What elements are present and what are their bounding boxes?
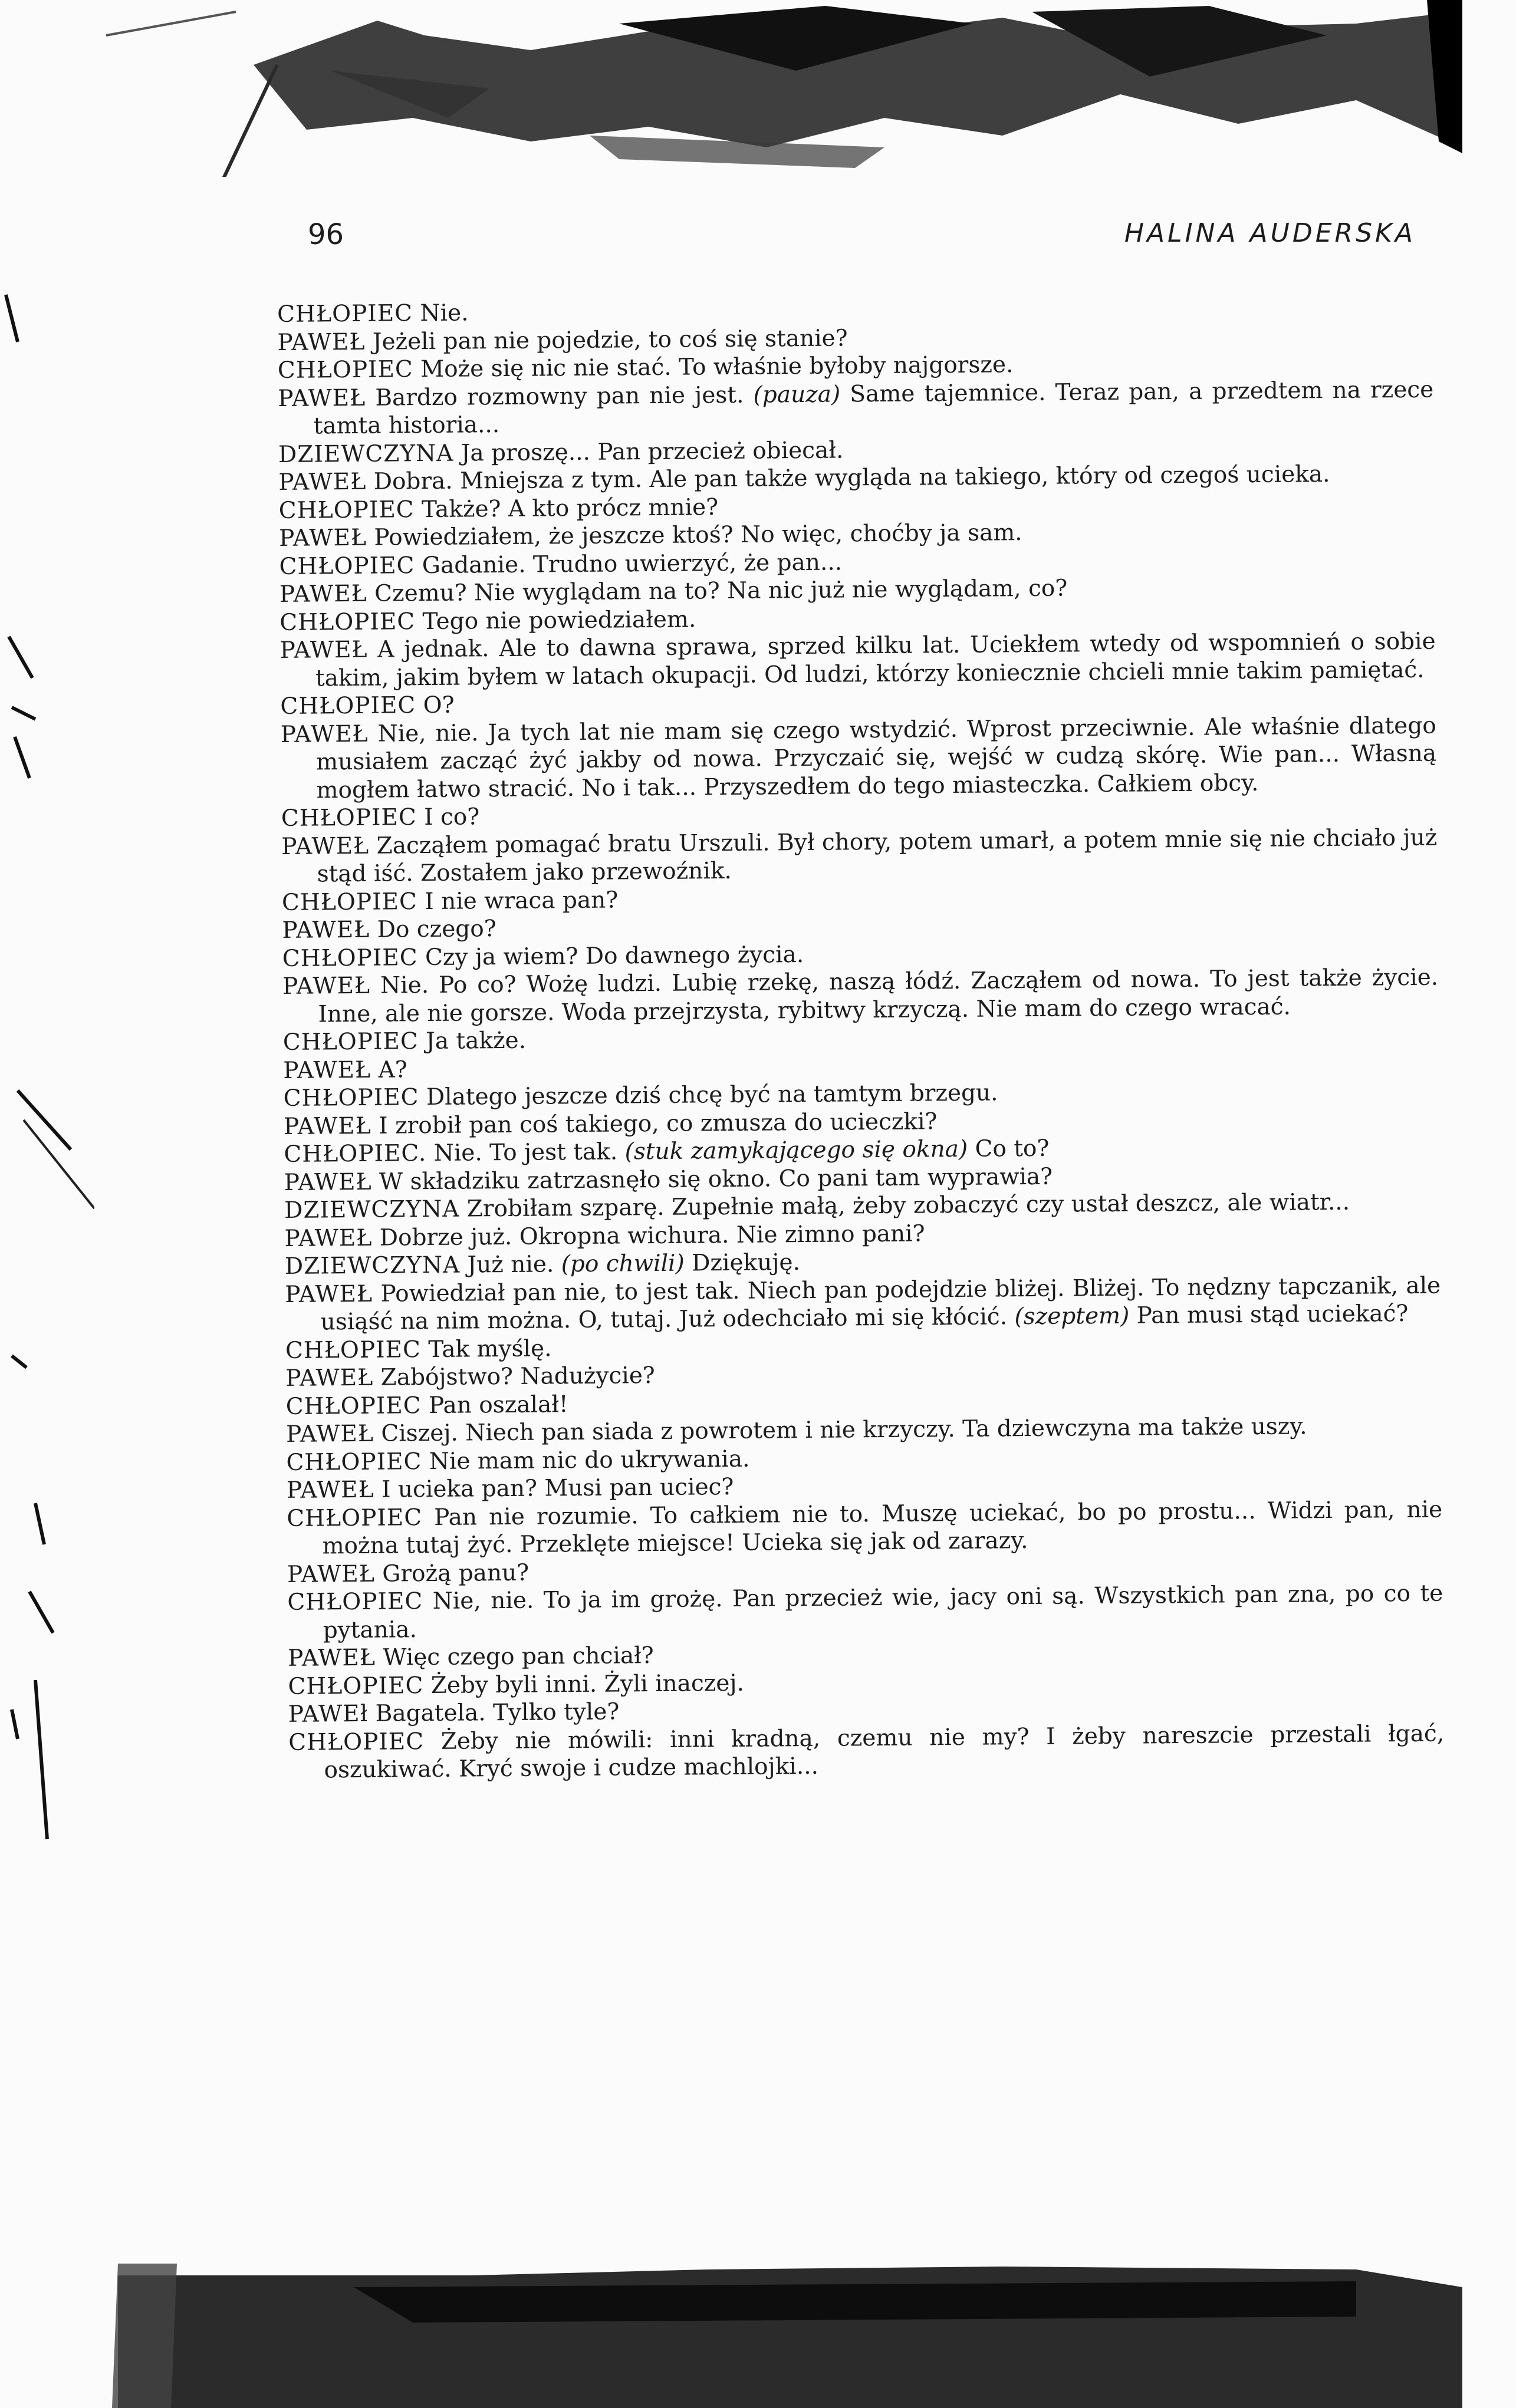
speaker-name: CHŁOPIEC: [287, 1504, 423, 1532]
speaker-name: CHŁOPIEC: [285, 1392, 422, 1420]
line-text-continued: Co to?: [975, 1135, 1050, 1162]
dialogue-line: [287, 1495, 1443, 1560]
line-text: Ciszej. Niech pan siada z powrotem i nie krzyczy. Ta dziewczyna ma także uszy.: [381, 1413, 1307, 1447]
speaker-name: CHŁOPIEC: [279, 552, 415, 580]
stage-direction: (stuk zamykającego się okna): [624, 1135, 968, 1165]
speaker-name: PAWEŁ: [287, 1560, 376, 1588]
speaker-name: PAWEŁ: [278, 524, 367, 552]
speaker-name: CHŁOPIEC: [285, 1336, 422, 1364]
dialogue-line: [287, 1580, 1443, 1645]
line-text: Nie. Po co? Wożę ludzi. Lubię rzekę, naszą łódź. Zacząłem od nowa. To jest także życie. Inne, ale nie gorsze. Woda przejrzysta, rybitwy krzyczą. Nie mam do czego wracać.: [318, 964, 1439, 1027]
dialogue-line: [288, 1719, 1445, 1784]
speaker-name: PAWEŁ: [283, 1056, 371, 1084]
line-text: Zrobiłam szparę. Zupełnie małą, żeby zobaczyć czy ustał deszcz, ale wiatr...: [466, 1188, 1350, 1223]
line-text: Powiedział pan nie, to jest tak. Niech pan podejdzie bliżej. Bliżej. To nędzny tapczanik, ale usiąść na nim można. O, tutaj. Już odechciało mi się kłócić.: [320, 1272, 1441, 1336]
speaker-name: PAWEŁ: [277, 328, 366, 356]
line-text: Dlatego jeszcze dziś chcę być na tamtym brzegu.: [426, 1079, 998, 1111]
running-head-author: HALINA AUDERSKA: [1124, 218, 1416, 248]
line-text: Także? A kto prócz mnie?: [421, 493, 719, 523]
speaker-name: PAWEŁ: [284, 1168, 372, 1196]
speaker-name: PAWEŁ: [286, 1476, 374, 1504]
speaker-name: CHŁOPIEC: [281, 888, 418, 916]
speaker-name: PAWEŁ: [283, 1112, 372, 1140]
speaker-name: CHŁOPIEC: [282, 1028, 419, 1056]
line-text: Więc czego pan chciał?: [383, 1642, 654, 1671]
speaker-name: CHŁOPIEC: [279, 608, 416, 636]
line-text: Grożą panu?: [382, 1559, 530, 1587]
speaker-name: CHŁOPIEC.: [284, 1140, 427, 1168]
speaker-name: PAWEŁ: [280, 720, 369, 748]
dialogue-line: [285, 1271, 1441, 1336]
speaker-name: PAWEŁ: [287, 1644, 376, 1672]
stage-direction: (szeptem): [1014, 1302, 1130, 1330]
dialogue-text: [277, 292, 1445, 1785]
line-text: Żeby nie mówili: inni kradną, czemu nie my? I żeby nareszcie przestali łgać, oszukiwać. Kryć swoje i cudze machlojki...: [324, 1720, 1445, 1784]
speaker-name: PAWEŁ: [282, 916, 370, 944]
speaker-name: CHŁOPIEC: [277, 356, 413, 384]
line-text: Nie mam nic do ukrywania.: [429, 1445, 750, 1475]
line-text: Ja proszę... Pan przecież obiecał.: [461, 436, 844, 467]
line-text: O?: [423, 691, 455, 719]
line-text: I ucieka pan? Musi pan uciec?: [381, 1473, 734, 1503]
speaker-name: PAWEŁ: [285, 1420, 374, 1448]
line-text-continued: Same tajemnice. Teraz pan, a przedtem na rzece tamta historia...: [313, 376, 1434, 440]
scan-border-left: [0, 177, 94, 2252]
speaker-name: CHŁOPIEC: [282, 944, 418, 972]
scan-border-top: [0, 0, 1516, 177]
line-text: Pan nie rozumie. To całkiem nie to. Muszę uciekać, bo po prostu... Widzi pan, nie można tutaj żyć. Przeklęte miejsce! Ucieka się jak od zarazy.: [322, 1496, 1443, 1560]
speaker-name: PAWEŁ: [281, 832, 370, 860]
stage-direction: (pauza): [753, 381, 841, 409]
line-text: W składziku zatrzasnęło się okno. Co pani tam wyprawia?: [379, 1163, 1053, 1195]
line-text: Nie.: [420, 299, 469, 327]
scan-border-bottom: [0, 2252, 1516, 2408]
speaker-name: PAWEŁ: [278, 468, 367, 496]
line-text: Bagatela. Tylko tyle?: [375, 1698, 620, 1727]
line-text: Bardzo rozmowny pan nie jest.: [375, 381, 744, 411]
speaker-name: CHŁOPIEC: [277, 300, 413, 328]
line-text: Już nie.: [467, 1251, 554, 1279]
line-text: I zrobił pan coś takiego, co zmusza do ucieczki?: [379, 1108, 938, 1139]
dialogue-line: [281, 711, 1437, 805]
line-text: Może się nic nie stać. To właśnie byłoby najgorsze.: [420, 351, 1014, 383]
line-text: Zabójstwo? Nadużycie?: [380, 1362, 655, 1391]
line-text-continued: Dziękuję.: [692, 1249, 801, 1277]
dialogue-line: [278, 375, 1434, 440]
line-text: Zacząłem pomagać bratu Urszuli. Był chory, potem umarł, a potem mnie się nie chciało już stąd iść. Zostałem jako przewoźnik.: [317, 824, 1438, 888]
speaker-name: PAWEŁ: [278, 384, 366, 412]
page-number: 96: [308, 218, 344, 251]
line-text: Pan oszalał!: [428, 1391, 568, 1419]
speaker-name: PAWEł: [288, 1700, 369, 1728]
line-text: A jednak. Ale to dawna sprawa, sprzed kilku lat. Uciekłem wtedy od wspomnień o sobie takim, jakim byłem w latach okupacji. Od ludzi, którzy koniecznie chcieli mnie takim pamiętać.: [315, 628, 1436, 692]
line-text: Nie, nie. To ja im grożę. Pan przecież wie, jacy oni są. Wszystkich pan zna, po co te pytania.: [323, 1580, 1443, 1643]
line-text: Czy ja wiem? Do dawnego życia.: [425, 941, 804, 971]
stage-direction: (po chwili): [561, 1250, 685, 1278]
speaker-name: DZIEWCZYNA: [284, 1195, 460, 1224]
speaker-name: PAWEŁ: [284, 1224, 373, 1252]
speaker-name: CHŁOPIEC: [286, 1448, 422, 1476]
line-text: Dobrze już. Okropna wichura. Nie zimno pani?: [379, 1220, 925, 1251]
line-text: Gadanie. Trudno uwierzyć, że pan...: [422, 548, 843, 579]
speaker-name: DZIEWCZYNA: [278, 440, 454, 468]
dialogue-line: [282, 964, 1439, 1029]
speaker-name: CHŁOPIEC: [288, 1672, 424, 1700]
dialogue-line: [279, 628, 1436, 693]
line-text: Dobra. Mniejsza z tym. Ale pan także wygląda na takiego, który od czegoś ucieka.: [373, 460, 1330, 495]
line-text: Powiedziałem, że jeszcze ktoś? No więc, choćby ja sam.: [374, 519, 1022, 551]
line-text: Jeżeli pan nie pojedzie, to coś się stanie?: [372, 324, 848, 355]
speaker-name: PAWEŁ: [282, 972, 371, 1000]
dialogue-line: [281, 823, 1438, 888]
line-text: Czemu? Nie wyglądam na to? Na nic już nie wyglądam, co?: [374, 575, 1068, 607]
line-text: A?: [378, 1056, 407, 1083]
line-text-continued: Pan musi stąd uciekać?: [1136, 1300, 1409, 1329]
line-text: Tego nie powiedziałem.: [422, 605, 696, 635]
speaker-name: DZIEWCZYNA: [284, 1251, 461, 1280]
speaker-name: CHŁOPIEC: [288, 1728, 425, 1756]
line-text: I co?: [423, 803, 480, 831]
line-text: Do czego?: [377, 915, 496, 943]
speaker-name: CHŁOPIEC: [283, 1084, 419, 1112]
speaker-name: PAWEŁ: [285, 1280, 373, 1308]
speaker-name: CHŁOPIEC: [278, 496, 415, 524]
line-text: I nie wraca pan?: [425, 886, 619, 915]
speaker-name: PAWEŁ: [279, 580, 367, 608]
running-header: [0, 218, 1516, 259]
speaker-name: CHŁOPIEC: [287, 1588, 423, 1616]
speaker-name: PAWEŁ: [285, 1364, 374, 1392]
line-text: Nie, nie. Ja tych lat nie mam się czego wstydzić. Wprost przeciwnie. Ale właśnie dlatego musiałem zacząć żyć jakby od nowa. Przyczaić się, wejść w cudzą skórę. Wie pan... Własną mogłem łatwo stracić. No i tak... Przyszedłem do tego miasteczka. Całkiem obcy.: [315, 712, 1437, 804]
line-text: Tak myślę.: [428, 1335, 552, 1363]
line-text: Ja także.: [425, 1027, 527, 1055]
line-text: Nie. To jest tak.: [433, 1138, 618, 1167]
speaker-name: CHŁOPIEC: [281, 804, 417, 832]
line-text: Żeby byli inni. Żyli inaczej.: [430, 1669, 745, 1699]
speaker-name: PAWEŁ: [279, 636, 368, 664]
speaker-name: CHŁOPIEC: [280, 692, 416, 720]
